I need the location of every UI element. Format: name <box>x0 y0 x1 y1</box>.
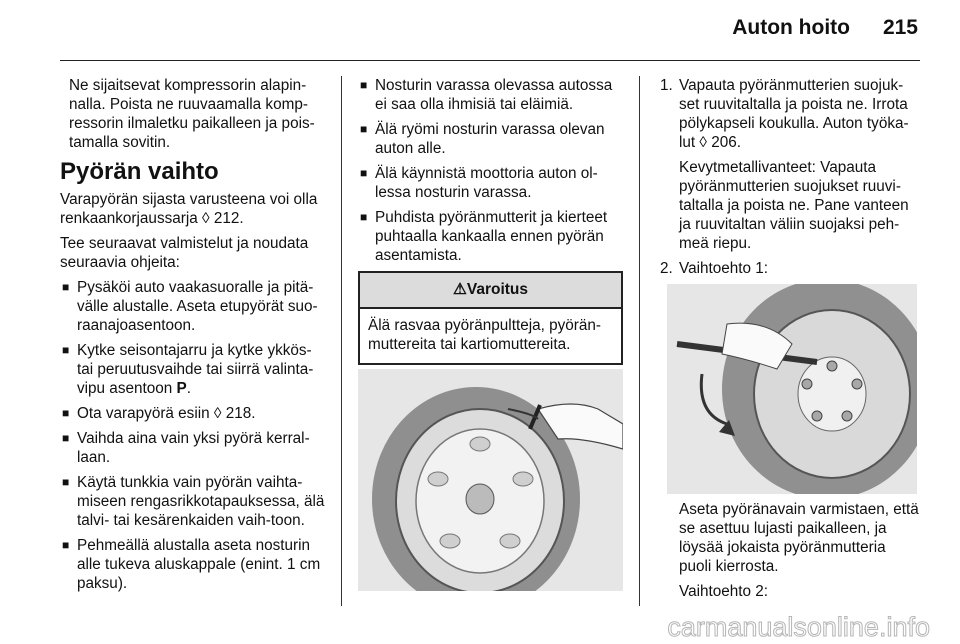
list-item: ■ Pysäköi auto vaakasuoralle ja pitä-välle alustalle. Aseta etupyörät suo-raanajoasentoon. <box>62 279 318 334</box>
bullet-icon: ■ <box>62 406 70 420</box>
safety-list <box>358 76 623 265</box>
option-2-label: Vaihtoehto 2: <box>679 583 769 600</box>
column-1 <box>60 76 325 599</box>
step-number: 1. <box>660 77 673 94</box>
bullet-icon: ■ <box>62 475 70 489</box>
bullet-icon: ■ <box>360 210 368 224</box>
list-item: ■ Puhdista pyöränmutterit ja kierteet puhtaalla kankaalla ennen pyörän asentamista. <box>360 209 608 264</box>
warning-icon: ⚠ <box>452 281 467 298</box>
list-item: ■ Vaihda aina vain yksi pyörä kerral-laan. <box>62 430 310 466</box>
gear-position-p: P <box>176 380 187 397</box>
list-item: ■ Ota varapyörä esiin ◊ 218. <box>62 405 256 422</box>
warning-header <box>360 273 621 309</box>
bullet-icon: ■ <box>360 166 368 180</box>
list-item: ■ Kytke seisontajarru ja kytke ykkös- tai peruutusvaihde tai siirrä valinta-vipu asentoon P. <box>62 342 314 397</box>
svg-text:carmanualsonline.info: carmanualsonline.info <box>667 612 930 642</box>
list-item: ■ Käytä tunkkia vain pyörän vaihta-miseen rengasrikkotapauksessa, älä talvi- tai kesärenkaiden vaih-toon. <box>62 474 325 529</box>
step-number: 2. <box>660 260 673 277</box>
list-item: ■ Nosturin varassa olevassa autossa ei saa olla ihmisiä tai eläimiä. <box>360 77 613 113</box>
alloy-note: Kevytmetallivanteet: Vapauta pyöränmutterien suojukset ruuvi-taltalla ja poista ne. Pane vanteen ja ruuvitaltan väliin suojaksi peh-meä riepu. <box>679 159 909 252</box>
page-reference[interactable]: 206. <box>711 134 741 151</box>
column-3 <box>660 76 920 607</box>
paragraph-spare-wheel: Varapyörän sijasta varusteena voi olla renkaankorjaussarja ◊ 212. <box>60 191 318 227</box>
list-item: ■ Pehmeällä alustalla aseta nosturin alle tukeva aluskappale (enint. 1 cm paksu). <box>62 537 321 592</box>
header-title: Auton hoito <box>732 16 850 39</box>
warning-box <box>358 271 623 365</box>
bullet-icon: ■ <box>360 78 368 92</box>
intro-paragraph: Ne sijaitsevat kompressorin alapin-nalla. Poista ne ruuvaamalla komp-ressorin ilmaletku paikalleen ja pois-tamalla sovitin. <box>69 77 315 151</box>
column-divider-right <box>639 76 640 606</box>
wrench-caption: Aseta pyöränavain varmistaen, että se asettuu lujasti paikalleen, ja löysää jokaista pyöränmutteria puoli kierrosta. <box>679 501 919 575</box>
bullet-icon: ■ <box>360 122 368 136</box>
warning-title: Varoitus <box>466 281 529 298</box>
step-item-1: 1. Vapauta pyöränmutterien suojuk-set ruuvitaltalla ja poista ne. Irrota pölykapseli koukulla. Auton työka-lut ◊ 206. Kevytmetallivanteet: Vapauta pyöränmutterien suojukset ruuvi-taltalla ja poista ne. Pane vanteen ja ruuvitaltan väliin suojaksi peh-meä riepu. <box>660 76 920 253</box>
header-rule <box>60 60 920 61</box>
reference-icon: ◊ <box>699 134 707 151</box>
page-reference[interactable]: 212. <box>213 210 244 227</box>
section-heading: Pyörän vaihto <box>60 158 219 185</box>
page-reference[interactable]: 218. <box>225 405 256 422</box>
wheel-wrench-illustration <box>667 284 917 494</box>
column-divider-left <box>341 76 342 606</box>
paragraph-preparations: Tee seuraavat valmistelut ja noudata seuraavia ohjeita: <box>60 235 309 271</box>
hubcap-removal-illustration <box>358 369 623 591</box>
list-item: ■ Älä käynnistä moottoria auton ol-lessa nosturin varassa. <box>360 165 598 201</box>
warning-text: Älä rasvaa pyöränpultteja, pyörän-muttereita tai kartiomuttereita. <box>368 317 601 353</box>
bullet-icon: ■ <box>62 343 70 357</box>
list-item: ■ Älä ryömi nosturin varassa olevan auton alle. <box>360 121 605 157</box>
step-item-2: 2. Vaihtoehto 1: Aseta pyöränavain varmistaen, että se asettuu lujasti paikalleen, ja löysää jokaista pyöränmutteria puoli kierrosta. Vaihtoehto 2: <box>660 259 920 601</box>
reference-icon: ◊ <box>213 405 222 422</box>
bullet-icon: ■ <box>62 280 70 294</box>
steps-list <box>660 76 920 601</box>
watermark <box>520 610 940 644</box>
bullet-icon: ■ <box>62 431 70 445</box>
page-number: 215 <box>882 16 918 39</box>
reference-icon: ◊ <box>202 210 210 227</box>
preparation-list <box>60 278 325 593</box>
column-2 <box>358 76 623 591</box>
bullet-icon: ■ <box>62 538 70 552</box>
